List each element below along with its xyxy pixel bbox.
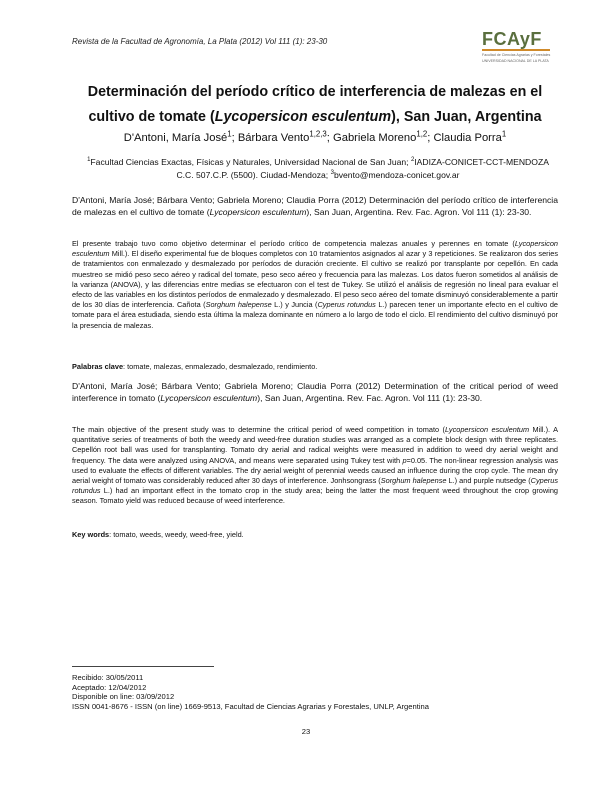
footer-notes [72,673,558,711]
citation-english: D'Antoni, María José; Bárbara Vento; Gabriela Moreno; Claudia Porra (2012) Determination of the critical period of weed interference in tomato (Lycopersicon esculentum), San Juan, Argentina. Rev. Fac. Agron. Vol 111 (1): 23-30. [72,381,558,403]
author-list: D'Antoni, María José$^1$; Bárbara Vento$^{1,2,3}$; Gabriela Moreno$^{1,2}$; Claudia Porra$^1$ [123,129,507,144]
journal-header: Revista de la Facultad de Agronomía, La Plata (2012) Vol 111 (1): 23-30 [72,37,328,46]
logo-tagline-1: Facultad de Ciencias Agrarias y Forestales [482,53,551,57]
received-date: Recibido: 30/05/2011 [72,673,144,682]
keywords-english: Key words: tomato, weeds, weedy, weed-free, yield. [72,530,244,539]
footnote-divider [72,666,214,667]
keywords-label-en: Key words [72,530,110,539]
author-email[interactable]: bvento@mendoza-conicet.gov.ar [333,169,460,180]
article-title: Determinación del período crítico de interferencia de malezas en el cultivo de tomate (Lycopersicon esculentum), San Juan, Argentina [87,84,543,125]
affiliations: $^1$Facultad Ciencias Exactas, Físicas y Naturales, Universidad Nacional de San Juan; $^2$IADIZA-CONICET-CCT-MENDOZA C.C. 507.C.P. (5500). Ciudad-Mendoza; $^3$bvento@mendoza-conicet.gov.ar [87,157,549,180]
abstract-english: The main objective of the present study was to determine the critical period of weed competition in tomato (Lycopersicon esculentum Mill.). A quantitative series of treatments of both the weedy and weed-free duration studies was arranged as a complete block design with three replicates. Cepellón root ball was used for transplanting. Tomato dry aerial and radical weights were measured in addition to weed dry aerial weight and frequency. The data were analyzed using ANOVA, and means were separated using Tukey test with p=0.05. The non-linear regression analysis was used to evaluate the effects of different variables. The dry aerial weight of perennial weeds caused an influence during the crop cycle. The mean dry aerial weight of tomato was considerably reduced after 30 days of interference. Jonhsongrass (Sorghum halepense L.) and purple nutsedge (Cyperus rotundus L.) had an important effect in the tomato crop in the study area; being the latter the most frequent weed throughout the crop growing season. Tomato yield was reduced because of weed interference. [72,425,559,506]
logo-divider [482,49,550,51]
abstract-spanish: El presente trabajo tuvo como objetivo determinar el período crítico de competencia malezas anuales y perennes en tomate (Lycopersicon esculentum Mill.). El diseño experimental fue de bloques completos con 10 tratamientos asignados al azar y 3 repeticiones. Se realizaron dos series de tratamientos con enmalezado y desmalezado por períodos de duración creciente. El cultivo se realizó por transplante por cepellón. En cada muestreo se midió peso seco aéreo y radical del tomate, peso seco aéreo y frecuencia para las malezas. Los datos fueron sometidos al análisis de la varianza (ANOVA), y las diferencias entre medias se efectuaron con el test de Tukey. Se utilizó el análisis de regresión no lineal para evaluar el efecto de las variables en los distintos períodos de enmalezado y desmalezado. El peso seco aéreo del tomate disminuyó considerablemente a partir de los 30 días de interferencia. Cañota (Sorghum halepense L.) y Juncia (Cyperus rotundus L.) parecen tener un importante efecto en el cultivo de tomate para el área estudiada, siendo esta última la maleza dominante en número a lo largo de todo el ciclo. El rendimiento del cultivo disminuyó por la presencia de malezas. [72,239,559,330]
logo-mark: FCAyF [482,29,542,49]
author-1: D'Antoni, María José [123,132,228,144]
author-3: Gabriela Moreno [333,132,417,144]
keywords-spanish: Palabras clave: tomate, malezas, enmalezado, desmalezado, rendimiento. [72,362,318,371]
issn-line: ISSN 0041-8676 - ISSN (on line) 1669-9513, Facultad de Ciencias Agrarias y Forestales, UNLP, Argentina [72,701,429,711]
faculty-logo [482,30,558,80]
citation-spanish: D'Antoni, María José; Bárbara Vento; Gabriela Moreno; Claudia Porra (2012) Determinación del período crítico de interferencia de malezas en el cultivo de tomate (Lycopersicon esculentum), San Juan, Argentina. Rev. Fac. Agron. Vol 111 (1): 23-30. [72,195,558,217]
logo-tagline-2: UNIVERSIDAD NACIONAL DE LA PLATA [482,59,549,64]
author-2: Bárbara Vento [237,132,310,144]
title-species: Lycopersicon esculentum [214,109,392,125]
accepted-date: Aceptado: 12/04/2012 [72,682,147,692]
online-date: Disponible on line: 03/09/2012 [72,692,175,702]
keywords-label-es: Palabras clave [72,362,124,371]
page-number: 23 [301,727,311,736]
author-4: Claudia Porra [433,132,502,144]
